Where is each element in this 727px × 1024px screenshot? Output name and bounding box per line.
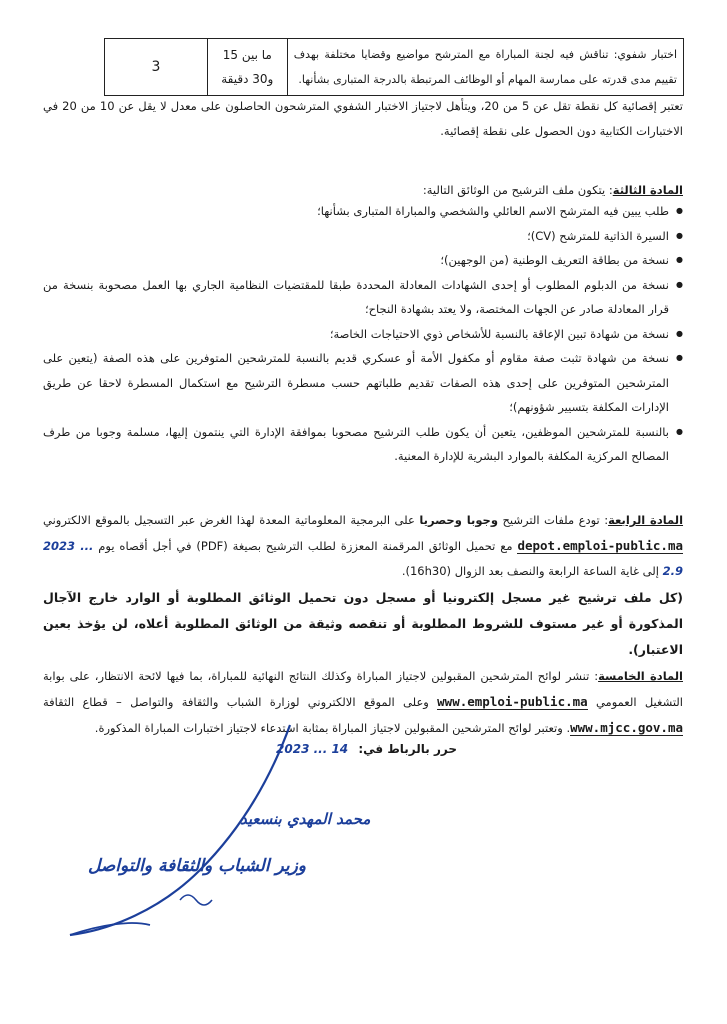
- handwritten-signature-icon: [40, 720, 340, 960]
- article-5-text-c: . وتعتبر لوائح المترشحين المقبولين لاجتياز المباراة بمثابة استدعاء لاجتياز اختبارات المباراة المذكورة.: [94, 721, 571, 735]
- emploi-public-url-link[interactable]: www.emploi-public.ma: [437, 694, 588, 709]
- list-item: ● نسخة من شهادة تثبت صفة مقاوم أو مكفول الأمة أو عسكري قديم بالنسبة للمترشحين المتوفرين على هذه الصفة (يتعين على المترشحين المتوفرين على إحدى هذه الصفات تقديم طلباتهم حسب مسطرة الترشيح مع استكمال المسطرة لاحقا عن طريق الإدارات المكلفة بتسيير شؤونهم)؛: [43, 346, 683, 420]
- article-3-heading: المادة الثالثة: [612, 183, 683, 197]
- depot-url-link[interactable]: depot.emploi-public.ma: [517, 538, 684, 553]
- article-4-emphasis: وجوبا وحصريا: [419, 513, 498, 527]
- article-4-text-a: : تودع ملفات الترشيح: [502, 513, 609, 527]
- exam-coefficient-cell: 3: [105, 39, 208, 96]
- article-3-text: : يتكون ملف الترشيح من الوثائق التالية:: [422, 183, 613, 197]
- place-label: حرر بالرباط في:: [358, 742, 457, 756]
- list-item: ● نسخة من شهادة تبين الإعاقة بالنسبة للأشخاص ذوي الاحتياجات الخاصة؛: [43, 322, 683, 347]
- article-4-text-c: مع تحميل الوثائق المرقمنة المعززة لطلب الترشيح بصيغة (PDF) في أجل أقصاه يوم: [98, 539, 513, 553]
- exam-duration-cell: [207, 39, 287, 96]
- signature-handwritten-date: 2023 ... 14: [276, 742, 349, 756]
- article-5-text-a: : تنشر لوائح المترشحين المقبولين لاجتياز المباراة وكذلك النتائج النهائية للمباراة، بما فيها لائحة الانتظار، على بوابة التشغيل العمومي: [43, 669, 683, 709]
- list-item: ● بالنسبة للمترشحين الموظفين، يتعين أن يكون طلب الترشيح مصحوبا بموافقة الإدارة التي ينتمون إليها، مسلمة وجوبا من طرف المصالح المركزية المكلفة بالموارد البشرية للإدارة المعنية.: [43, 420, 683, 469]
- article-4-text-b: على البرمجية المعلوماتية المعدة لهذا الغرض عبر التسجيل بالموقع الالكتروني: [43, 513, 415, 527]
- table-row: [105, 39, 684, 96]
- signatory-title: وزير الشباب والثقافة والتواصل: [88, 856, 306, 876]
- exam-description-cell: اختبار شفوي: تناقش فيه لجنة المباراة مع المترشح مواضيع وقضايا مختلفة بهدف تقييم مدى قدرته على ممارسة المهام أو الوظائف المرتبطة بالدرجة المتبارى بشأنها.: [287, 39, 683, 96]
- deadline-handwritten-date: 2023 ... 2.9: [43, 539, 683, 578]
- signatory-name: محمد المهدي بنسعيد: [240, 810, 371, 828]
- duration-line-2: و30 دقيقة: [221, 72, 274, 86]
- list-item: ● السيرة الذاتية للمترشح (CV)؛: [43, 224, 683, 249]
- required-documents-list: [43, 199, 683, 469]
- exam-table: [104, 38, 684, 96]
- mjcc-url-link[interactable]: www.mjcc.gov.ma: [570, 720, 683, 735]
- article-4-paragraph: [43, 508, 683, 584]
- intro-paragraph: تعتبر إقصائية كل نقطة تقل عن 5 من 20، ويتأهل لاجتياز الاختبار الشفوي المترشحون الحاصلون على معدل لا يقل عن 10 من 20 في الاختبارات الكتابية دون الحصول على نقطة إقصائية.: [43, 99, 683, 138]
- list-item: ● نسخة من بطاقة التعريف الوطنية (من الوجهين)؛: [43, 248, 683, 273]
- article-5-heading: المادة الخامسة: [598, 669, 683, 683]
- article-4-heading: المادة الرابعة: [608, 513, 684, 527]
- list-item: ● نسخة من الدبلوم المطلوب أو إحدى الشهادات المعادلة المحددة طبقا للمقتضيات النظامية الجاري بها العمل مصحوبة بنسخة من قرار المعادلة صادر عن الجهات المختصة، ولا يعتد بشهادة النجاح؛: [43, 273, 683, 322]
- article-5-text-b: وعلى الموقع الالكتروني لوزارة الشباب والثقافة والتواصل – قطاع الثقافة: [43, 695, 429, 709]
- article-4-text-d: إلى غاية الساعة الرابعة والنصف بعد الزوال (16h30).: [401, 564, 659, 578]
- duration-line-1: ما بين 15: [222, 48, 272, 62]
- article-4-note: (كل ملف ترشيح غير مسجل إلكترونيا أو مسجل دون تحميل الوثائق المطلوبة أو الوارد خارج الآجال المذكورة أو غير مستوف للشروط المطلوبة أو تنقصه وثيقة من الوثائق المطلوبة أعلاه، لن يؤخذ بعين الاعتبار).: [43, 590, 683, 657]
- list-item: ● طلب يبين فيه المترشح الاسم العائلي والشخصي والمباراة المتبارى بشأنها؛: [43, 199, 683, 224]
